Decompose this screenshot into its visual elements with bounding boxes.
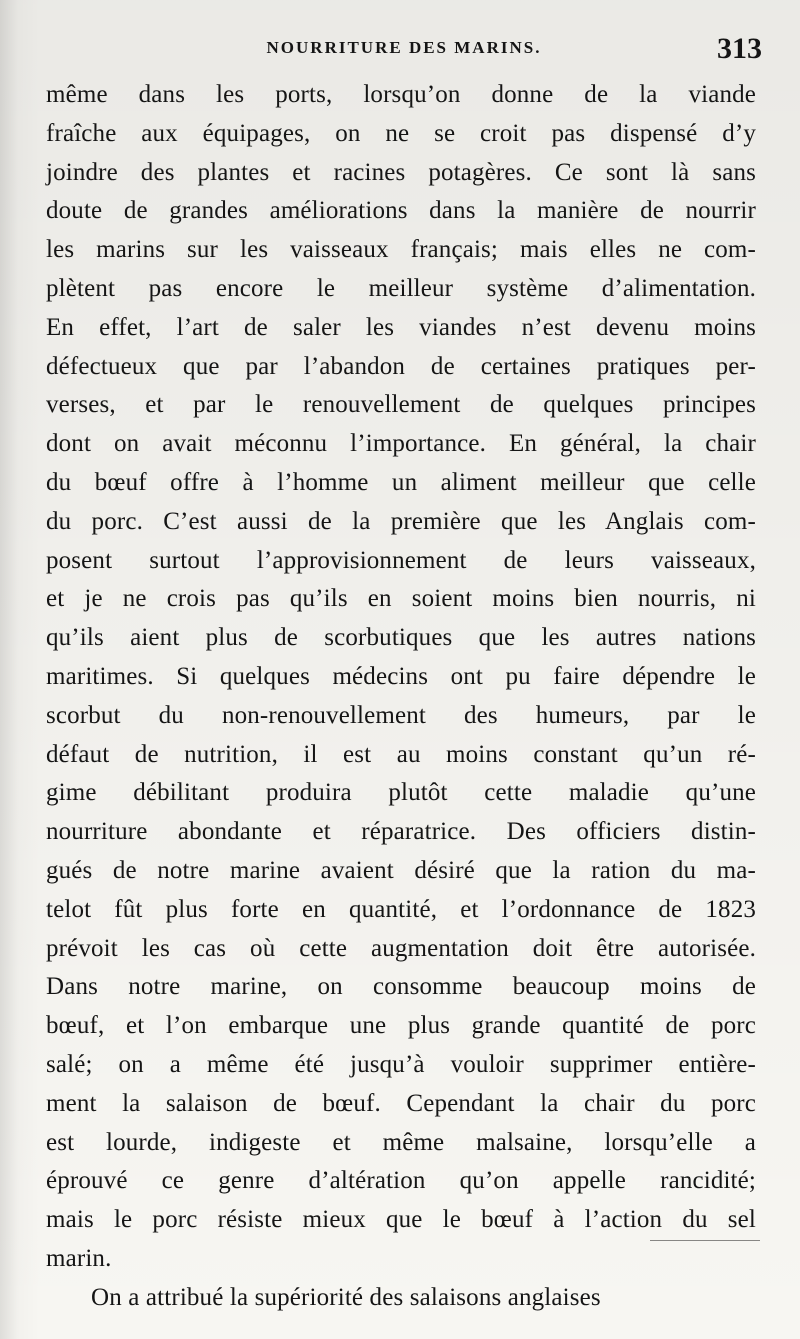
page-header [46, 26, 762, 68]
text-line: fraîche aux équipages, on ne se croit pas dispensé d’y [46, 119, 756, 147]
text-line: éprouvé ce genre d’altération qu’on appelle rancidité; [46, 1167, 756, 1195]
text-line: et je ne crois pas qu’ils en soient moins bien nourris, ni [46, 585, 756, 613]
text-line: bœuf, et l’on embarque une plus grande quantité de porc [46, 1012, 756, 1040]
text-line: En effet, l’art de saler les viandes n’est devenu moins [46, 313, 756, 341]
body-text [46, 76, 756, 1318]
text-line: défectueux que par l’abandon de certaines pratiques per- [46, 352, 756, 380]
text-line: doute de grandes améliorations dans la manière de nourrir [46, 197, 756, 225]
text-line: dont on avait méconnu l’importance. En général, la chair [46, 430, 756, 458]
text-line: nourriture abondante et réparatrice. Des officiers distin- [46, 818, 756, 846]
text-line: scorbut du non-renouvellement des humeurs, par le [46, 701, 756, 729]
text-line: telot fût plus forte en quantité, et l’ordonnance de 1823 [46, 895, 756, 923]
text-line: les marins sur les vaisseaux français; mais elles ne com- [46, 236, 756, 264]
print-rule [650, 1240, 760, 1241]
text-line: est lourde, indigeste et même malsaine, lorsqu’elle a [46, 1128, 756, 1156]
text-line: même dans les ports, lorsqu’on donne de la viande [46, 81, 756, 108]
page-number: 313 [717, 32, 762, 65]
text-line: du bœuf offre à l’homme un aliment meilleur que celle [46, 468, 756, 496]
text-line: verses, et par le renouvellement de quelques principes [46, 391, 756, 419]
text-line: salé; on a même été jusqu’à vouloir supprimer entière- [46, 1050, 756, 1078]
text-line: mais le porc résiste mieux que le bœuf à l’action du sel [46, 1206, 756, 1234]
text-line: joindre des plantes et racines potagères. Ce sont là sans [46, 158, 756, 186]
text-line: du porc. C’est aussi de la première que les Anglais com- [46, 507, 756, 535]
text-line: Dans notre marine, on consomme beaucoup moins de [46, 973, 756, 1001]
text-line: posent surtout l’approvisionnement de leurs vaisseaux, [46, 546, 756, 574]
running-title: NOURRITURE DES MARINS. [266, 38, 542, 57]
text-line: gime débilitant produira plutôt cette maladie qu’une [46, 779, 756, 807]
text-line: gués de notre marine avaient désiré que la ration du ma- [46, 856, 756, 884]
text-line: prévoit les cas où cette augmentation doit être autorisée. [46, 934, 756, 962]
text-line: défaut de nutrition, il est au moins constant qu’un ré- [46, 740, 756, 768]
paragraph-start-line: On a attribué la supériorité des salaisons anglaises [91, 1283, 601, 1311]
text-line: qu’ils aient plus de scorbutiques que les autres nations [46, 624, 756, 652]
text-line: maritimes. Si quelques médecins ont pu faire dépendre le [46, 662, 756, 690]
text-line: ment la salaison de bœuf. Cependant la chair du porc [46, 1089, 756, 1117]
text-line: marin. [46, 1244, 112, 1272]
text-line: plètent pas encore le meilleur système d’alimentation. [46, 274, 756, 302]
